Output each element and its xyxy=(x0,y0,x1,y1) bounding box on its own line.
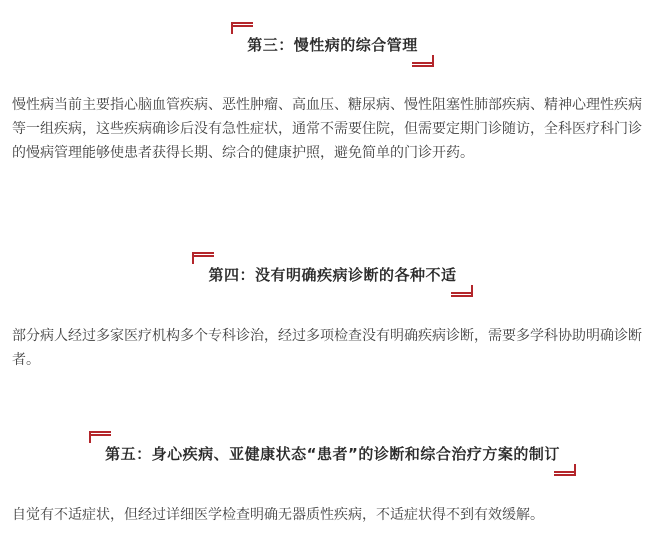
section-3-heading-text: 第三：慢性病的综合管理 xyxy=(247,36,418,54)
bracket-decoration-top-left xyxy=(231,22,253,30)
section-4-body: 部分病人经过多家医疗机构多个专科诊治，经过多项检查没有明确疾病诊断，需要多学科协助明确诊断者。 xyxy=(12,328,642,368)
section-3-body: 慢性病当前主要指心脑血管疾病、恶性肿瘤、高血压、糖尿病、慢性阻塞性肺部疾病、精神心理性疾病等一组疾病，这些疾病确诊后没有急性症状，通常不需要住院，但需要定期门诊随访，全科医疗科门诊的慢病管理能够使患者获得长期、综合的健康护照，避免简单的门诊开药。 xyxy=(12,97,642,161)
bracket-decoration-bottom-right xyxy=(554,468,576,476)
bracket-decoration-top-left xyxy=(89,431,111,439)
bracket-decoration-top-left xyxy=(192,252,214,260)
section-3-heading-container xyxy=(0,28,665,61)
bracket-decoration-bottom-right xyxy=(412,59,434,67)
section-5-heading xyxy=(93,437,572,470)
section-4-heading xyxy=(196,258,468,291)
section-4-heading-container xyxy=(0,258,665,291)
section-4-heading-text: 第四：没有明确疾病诊断的各种不适 xyxy=(208,266,457,284)
section-5-body: 自觉有不适症状，但经过详细医学检查明确无器质性疾病，不适症状得不到有效缓解。 xyxy=(12,507,544,523)
bracket-decoration-bottom-right xyxy=(451,289,473,297)
section-3-heading xyxy=(235,28,430,61)
section-5-heading-text: 第五：身心疾病、亚健康状态“患者”的诊断和综合治疗方案的制订 xyxy=(105,445,560,463)
section-5-heading-container xyxy=(0,437,665,470)
